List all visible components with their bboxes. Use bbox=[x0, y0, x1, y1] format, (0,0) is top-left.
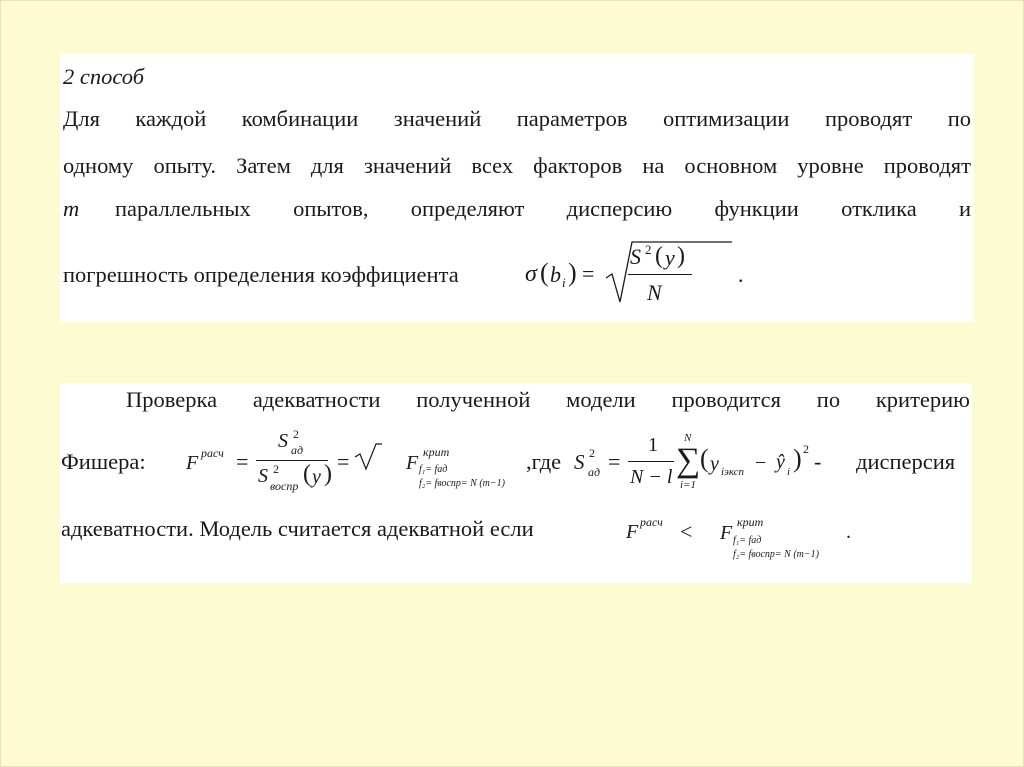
F-critical-symbol: F bbox=[406, 452, 419, 474]
paren-close: ) bbox=[568, 258, 577, 287]
F-superscript-2: расч bbox=[640, 515, 663, 529]
paragraph-line-1: Для каждой комбинации значений параметров оптимизации проводят по bbox=[63, 106, 971, 131]
sum-upper-limit: N bbox=[684, 432, 692, 444]
fraction-denominator: N − l bbox=[630, 466, 673, 488]
F-superscript: расч bbox=[201, 446, 224, 460]
den-paren-open: ( bbox=[303, 461, 311, 487]
sum-paren-open: ( bbox=[700, 444, 709, 473]
fraction-bar-2 bbox=[628, 461, 674, 462]
b-variable: b bbox=[550, 262, 561, 287]
num-paren-open: ( bbox=[655, 243, 663, 269]
y-subscript: iэксп bbox=[721, 466, 745, 478]
F-critical-sub-2-2: f₂= fвоспр= N (m−1) bbox=[733, 549, 819, 560]
minus-sign: − bbox=[755, 452, 767, 474]
F-critical-sub-1: f₁= fад bbox=[419, 464, 448, 475]
denominator-N: N bbox=[647, 280, 662, 305]
denominator-S: S bbox=[258, 465, 268, 487]
paragraph2-line-3: адкеватности. Модель считается адекватной если bbox=[61, 516, 534, 541]
F-critical-sub-1-2: f₁= fад bbox=[733, 535, 762, 546]
S-subscript: ад bbox=[588, 465, 601, 479]
b-subscript: i bbox=[562, 275, 566, 290]
less-than-sign: < bbox=[680, 519, 693, 544]
where-label: ,где bbox=[526, 449, 562, 474]
numerator-S: S bbox=[278, 430, 288, 452]
dash-separator: - bbox=[814, 449, 822, 474]
numerator-exponent: 2 bbox=[645, 242, 652, 257]
adequacy-check-block bbox=[60, 383, 972, 583]
F-symbol-2: F bbox=[626, 521, 639, 543]
denominator-subscript: воспр bbox=[270, 479, 299, 493]
paragraph-line-3: параллельных опытов, определяют дисперсию функции отклика и bbox=[115, 196, 971, 221]
S-exponent: 2 bbox=[589, 446, 595, 460]
equals-sign: = bbox=[582, 261, 595, 286]
numerator-subscript: ад bbox=[291, 443, 304, 457]
denominator-y: y bbox=[312, 466, 321, 488]
paragraph-line-4: погрешность определения коэффициента bbox=[63, 262, 459, 287]
method-2-block bbox=[60, 54, 974, 322]
y-hat-subscript: i bbox=[787, 466, 791, 478]
F-critical-sub-2: f₂= fвоспр= N (m−1) bbox=[419, 478, 505, 489]
fisher-label: Фишера: bbox=[61, 449, 146, 474]
variable-m: m bbox=[63, 196, 80, 221]
formula-period: . bbox=[738, 262, 744, 287]
equals-sign-2: = bbox=[337, 449, 350, 474]
denominator-exponent: 2 bbox=[273, 462, 279, 476]
fraction-numerator: 1 bbox=[648, 434, 658, 456]
sigma-symbol: σ bbox=[525, 261, 537, 287]
fraction-bar-1 bbox=[256, 460, 328, 461]
equals-sign-1: = bbox=[236, 449, 249, 474]
F-symbol: F bbox=[186, 452, 199, 474]
den-paren-close: ) bbox=[324, 461, 332, 487]
numerator-exponent: 2 bbox=[293, 427, 299, 441]
y-symbol: y bbox=[710, 453, 719, 475]
paren-open: ( bbox=[540, 258, 549, 287]
paragraph2-line-1: Проверка адекватности полученной модели проводится по критерию bbox=[126, 387, 970, 412]
dispersion-label: дисперсия bbox=[856, 449, 956, 474]
sqrt-symbol bbox=[354, 443, 384, 473]
F-critical-superscript: крит bbox=[423, 445, 450, 459]
y-hat-symbol: ŷ bbox=[776, 451, 785, 473]
F-critical-symbol-2: F bbox=[720, 522, 733, 544]
num-paren-close: ) bbox=[677, 243, 685, 269]
sum-sign: ∑ bbox=[676, 442, 701, 479]
F-critical-superscript-2: крит bbox=[737, 515, 764, 529]
sum-paren-close: ) bbox=[793, 444, 802, 473]
S-symbol: S bbox=[574, 450, 585, 474]
numerator-S: S bbox=[630, 244, 641, 269]
section-heading: 2 способ bbox=[63, 64, 145, 89]
fraction-bar bbox=[628, 274, 692, 275]
equals-sign-3: = bbox=[608, 449, 621, 474]
sum-lower-limit: i=1 bbox=[680, 479, 696, 491]
paragraph-line-2: одному опыту. Затем для значений всех факторов на основном уровне проводят bbox=[63, 153, 971, 178]
numerator-y: y bbox=[665, 245, 675, 270]
formula-period-2: . bbox=[846, 521, 851, 543]
square-exponent: 2 bbox=[803, 442, 809, 456]
